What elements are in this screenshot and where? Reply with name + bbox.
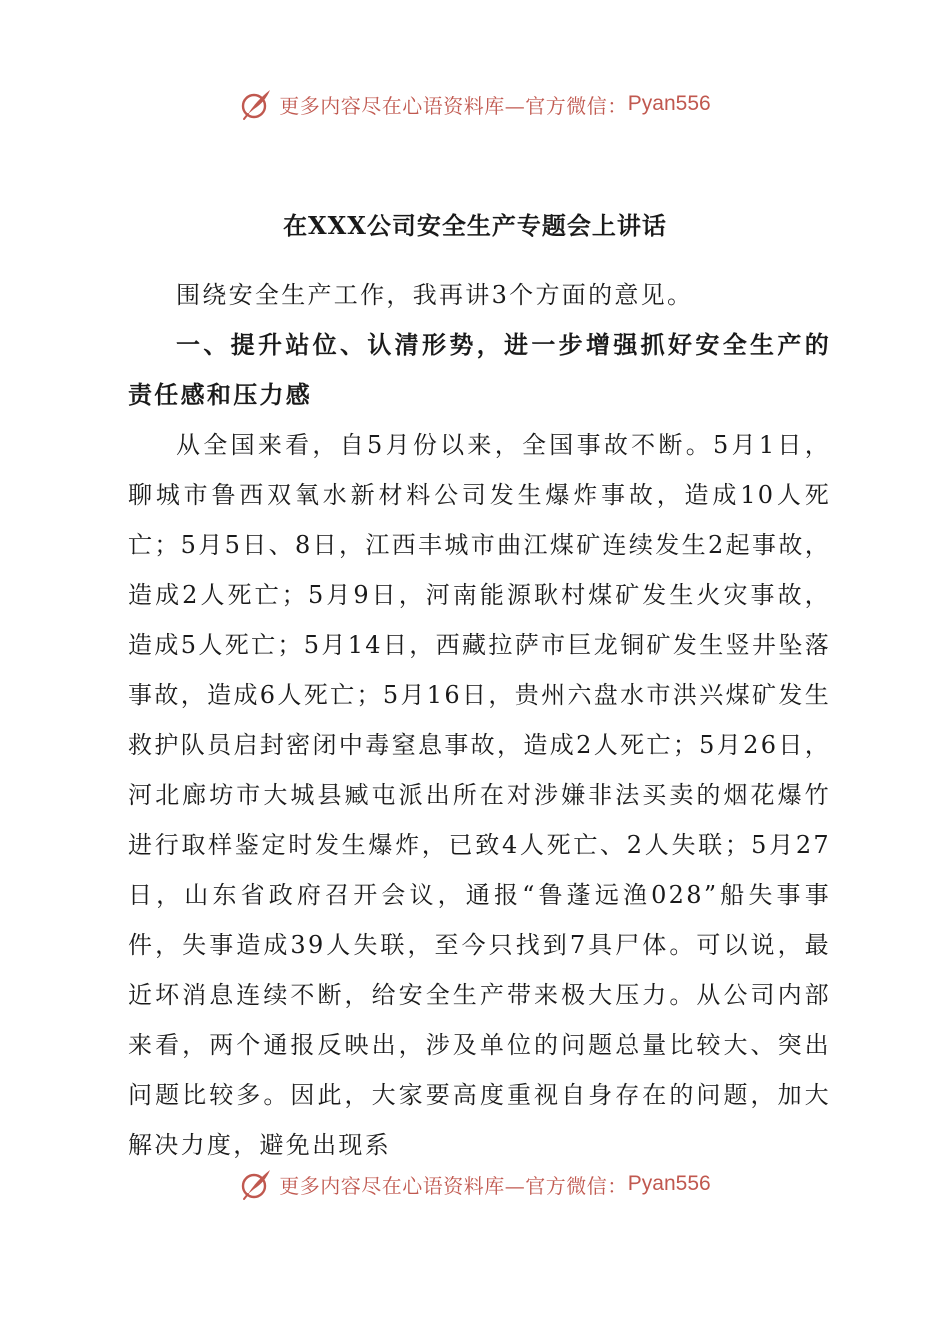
body-paragraph: 从全国来看，自5月份以来，全国事故不断。5月1日，聊城市鲁西双氧水新材料公司发生爆炸事故，造成10人死亡；5月5日、8日，江西丰城市曲江煤矿连续发生2起事故，造成2人死亡；5月9日，河南能源耿村煤矿发生火灾事故，造成5人死亡；5月14日，西藏拉萨市巨龙铜矿发生竖井坠落事故，造成6人死亡；5月16日，贵州六盘水市洪兴煤矿发生救护队员启封密闭中毒窒息事故，造成2人死亡；5月26日，河北廊坊市大城县臧屯派出所在对涉嫌非法买卖的烟花爆竹进行取样鉴定时发生爆炸，已致4人死亡、2人失联；5月27日，山东省政府召开会议，通报“鲁蓬远渔028”船失事事件，失事造成39人失联，至今只找到7具尸体。可以说，最近坏消息连续不断，给安全生产带来极大压力。从公司内部来看，两个通报反映出，涉及单位的问题总量比较大、突出问题比较多。因此，大家要高度重视自身存在的问题，加大解决力度，避免出现系: [128, 431, 831, 1159]
watermark-text: 更多内容尽在心语资料库—官方微信：: [279, 93, 628, 118]
document-body: [128, 270, 831, 1170]
intro-paragraph: 围绕安全生产工作，我再讲3个方面的意见。: [176, 281, 694, 309]
quill-logo-icon: [239, 1167, 273, 1201]
quill-logo-icon: [239, 87, 273, 121]
header-watermark: [0, 84, 950, 124]
footer-watermark: [0, 1164, 950, 1204]
section-heading: 一、提升站位、认清形势，进一步增强抓好安全生产的责任感和压力感: [128, 330, 831, 409]
document-title: 在XXX公司安全生产专题会上讲话: [283, 211, 667, 240]
watermark-wechat-id: Pyan556: [627, 1172, 711, 1195]
watermark-wechat-id: Pyan556: [627, 92, 711, 115]
watermark-text: 更多内容尽在心语资料库—官方微信：: [279, 1173, 628, 1198]
